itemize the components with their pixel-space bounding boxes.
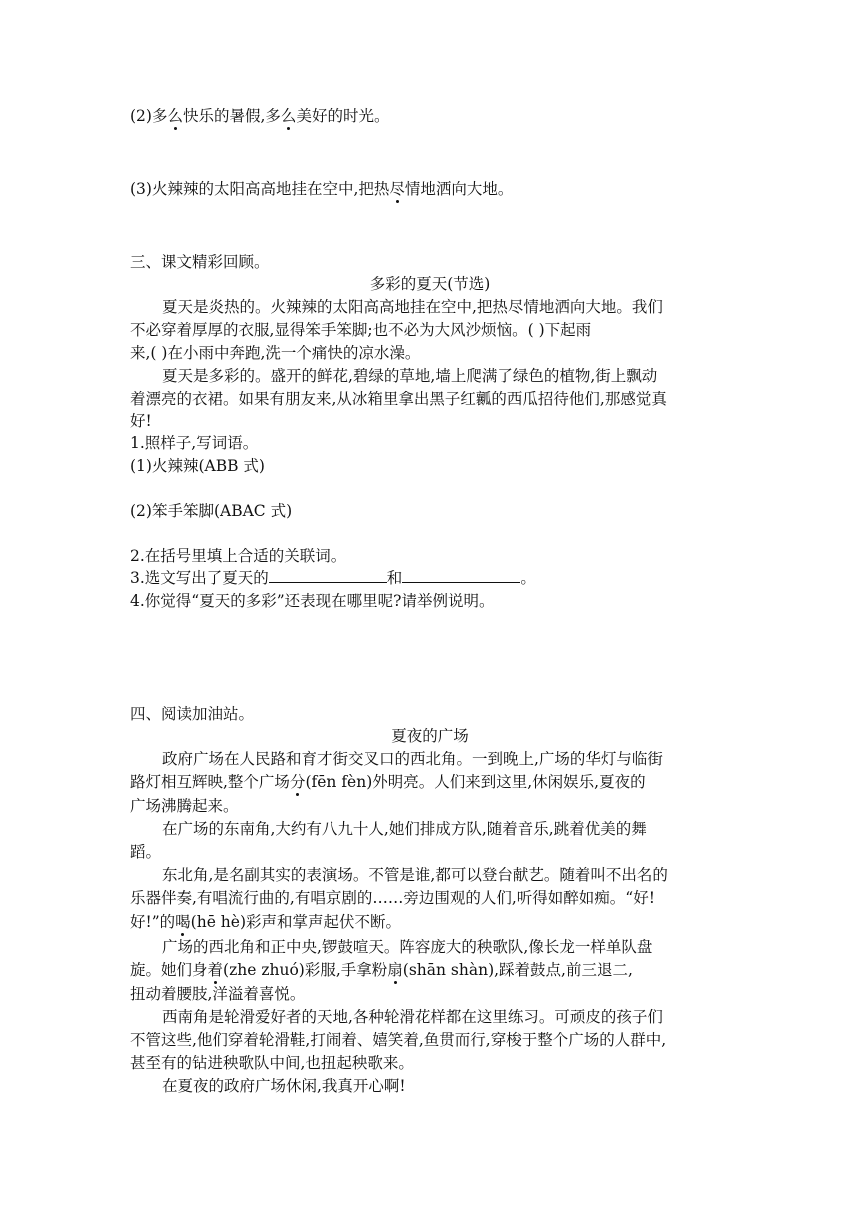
p4-para1-line2 — [130, 771, 646, 793]
p4-para3-line1: 东北角,是名副其实的表演场。不管是谁,都可以登台献艺。随着叫不出名的 — [162, 866, 668, 884]
section-4-heading: 四、阅读加油站。 — [130, 705, 255, 723]
text: (shān shàn),踩着鼓点,前三退二, — [402, 961, 633, 979]
question-3-2: 2.在括号里填上合适的关联词。 — [130, 547, 347, 565]
p4-para1-line3: 广场沸腾起来。 — [130, 797, 239, 815]
answer-blank-2[interactable] — [402, 568, 520, 583]
question-3-1: 1.照样子,写词语。 — [130, 434, 259, 452]
text: 快乐的暑假,多 — [182, 107, 281, 125]
p4-para4-line2 — [130, 959, 633, 981]
question-3-1-a: (1)火辣辣(ABB 式) — [130, 457, 265, 475]
question-3-4: 4.你觉得“夏天的多彩”还表现在哪里呢?请举例说明。 — [130, 592, 495, 610]
section-3-title: 多彩的夏天(节选) — [369, 275, 491, 293]
p4-para5-line1: 西南角是轮滑爱好者的天地,各种轮滑花样都在这里练习。可顽皮的孩子们 — [162, 1008, 663, 1026]
answer-blank-1[interactable] — [269, 568, 387, 583]
question-3-1-b: (2)笨手笨脚(ABAC 式) — [130, 502, 293, 520]
text: 路灯相互辉映,整个广场 — [130, 773, 290, 791]
dotted-char: 么 — [167, 107, 183, 125]
p3-para2-line1: 夏天是多彩的。盛开的鲜花,碧绿的草地,墙上爬满了绿色的植物,街上飘动 — [162, 367, 658, 385]
dotted-char: 分 — [289, 773, 306, 791]
text: (3)火辣辣的太阳高高地挂在空中,把热 — [130, 180, 390, 198]
p3-para1-line1: 夏天是炎热的。火辣辣的太阳高高地挂在空中,把热尽情地洒向大地。我们 — [162, 298, 663, 316]
p3-para1-line3: 来,( )在小雨中奔跑,洗一个痛快的凉水澡。 — [130, 344, 421, 362]
question-2-3 — [130, 178, 513, 200]
text: (hē hè)彩声和掌声起伏不断。 — [190, 913, 402, 931]
question-2-2 — [130, 105, 389, 127]
p4-para2-line1: 在广场的东南角,大约有八九十人,她们排成方队,随着音乐,跳着优美的舞 — [162, 820, 647, 838]
text: (2)多 — [130, 107, 168, 125]
p4-para6: 在夏夜的政府广场休闲,我真开心啊! — [162, 1077, 406, 1095]
text: 好!”的 — [130, 913, 176, 931]
p4-para3-line2: 乐器伴奏,有唱流行曲的,有唱京剧的……旁边围观的人们,听得如醉如痴。“好! — [130, 889, 655, 907]
p3-para1-line2: 不必穿着厚厚的衣服,显得笨手笨脚;也不必为大风沙烦恼。( )下起雨 — [130, 321, 592, 339]
text: (fēn fèn)外明亮。人们来到这里,休闲娱乐,夏夜的 — [305, 773, 646, 791]
p3-para2-line2: 着漂亮的衣裙。如果有朋友来,从冰箱里拿出黑子红瓤的西瓜招待他们,那感觉真 — [130, 390, 667, 408]
p3-para2-line3: 好! — [130, 412, 152, 430]
p4-para3-line3 — [130, 911, 401, 933]
dotted-char: 扇 — [387, 961, 403, 979]
text: 情地洒向大地。 — [404, 180, 514, 198]
p4-para4-line1: 广场的西北角和正中央,锣鼓喧天。阵容庞大的秧歌队,像长龙一样单队盘 — [162, 938, 653, 956]
text: 旋。她们身 — [130, 961, 208, 979]
text: 美好的时光。 — [296, 107, 390, 125]
section-4-title: 夏夜的广场 — [391, 727, 469, 745]
p4-para4-line3: 扭动着腰肢,洋溢着喜悦。 — [130, 985, 306, 1003]
p4-para5-line3: 甚至有的钻进秧歌队中间,也扭起秧歌来。 — [130, 1054, 414, 1072]
text: 和 — [386, 569, 403, 587]
p4-para2-line2: 蹈。 — [130, 843, 162, 861]
p4-para5-line2: 不管这些,他们穿着轮滑鞋,打闹着、嬉笑着,鱼贯而行,穿梭于整个广场的人群中, — [130, 1031, 667, 1049]
dotted-char: 么 — [280, 107, 297, 125]
p4-para1-line1: 政府广场在人民路和育才街交叉口的西北角。一到晚上,广场的华灯与临街 — [162, 750, 663, 768]
text: (zhe zhuó)彩服,手拿粉 — [223, 961, 388, 979]
text: 3.选文写出了夏天的 — [130, 569, 269, 587]
question-3-3 — [130, 567, 536, 589]
dotted-char: 尽 — [389, 180, 405, 198]
text: 。 — [520, 569, 536, 587]
dotted-char: 喝 — [175, 913, 191, 931]
section-3-heading: 三、课文精彩回顾。 — [130, 253, 270, 271]
dotted-char: 着 — [207, 961, 224, 979]
